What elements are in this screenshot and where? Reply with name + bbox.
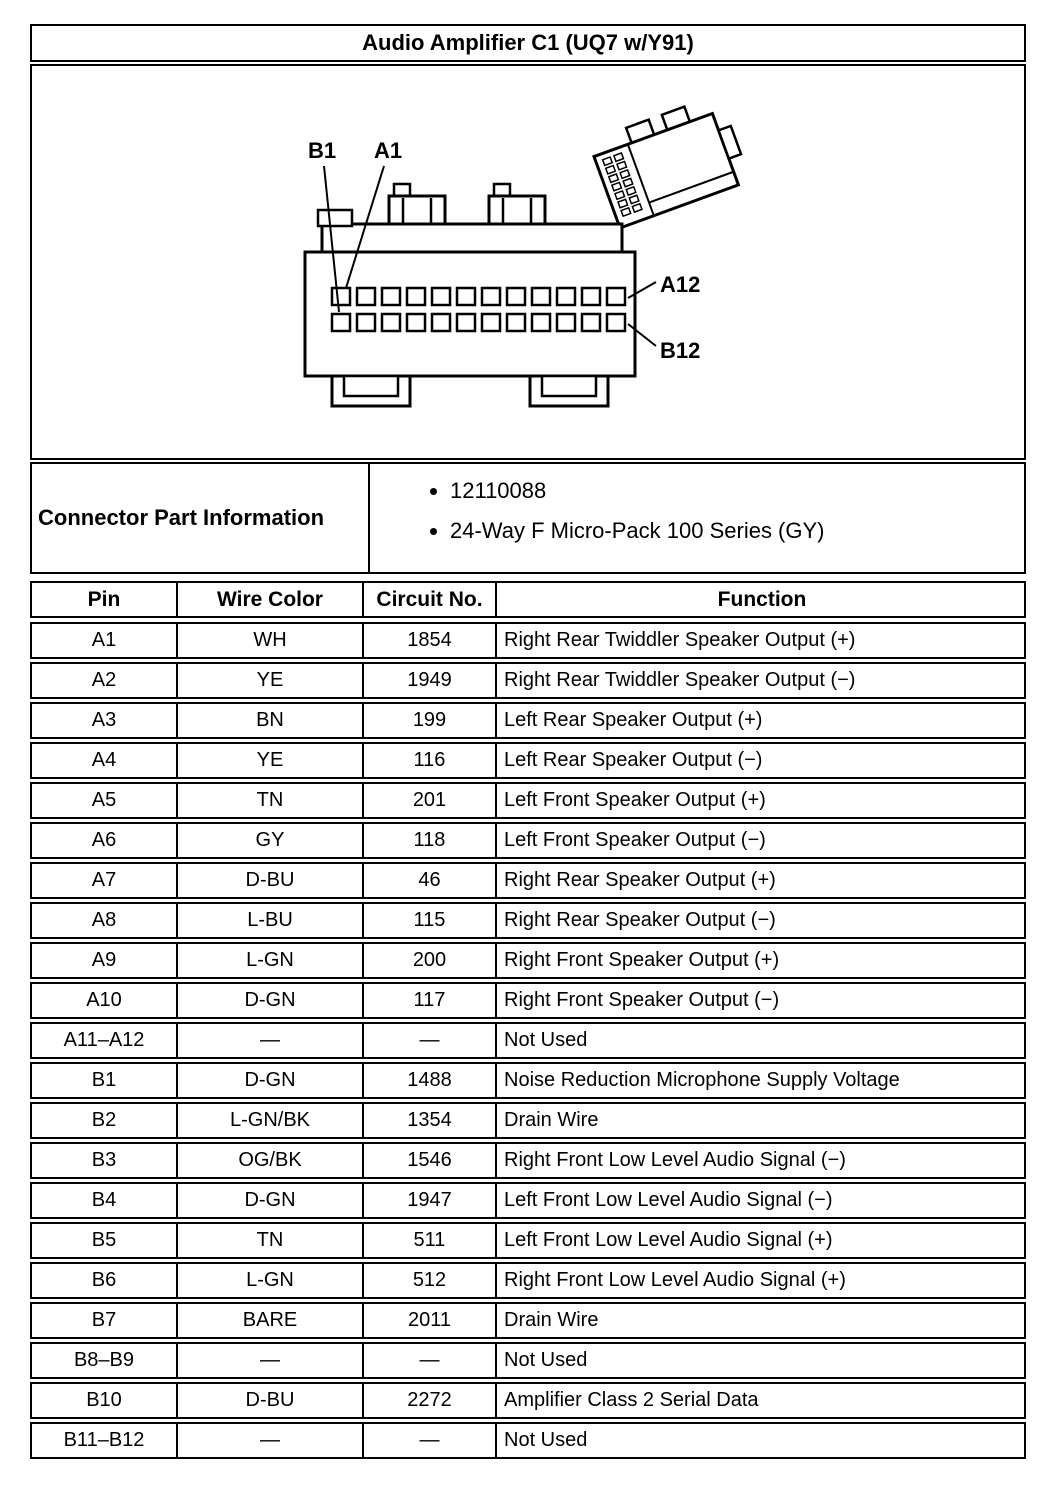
- cell-pin: B8–B9: [32, 1344, 178, 1377]
- cell-pin: B6: [32, 1264, 178, 1297]
- table-row: [30, 1382, 1026, 1419]
- cell-circuit-no: 511: [364, 1224, 497, 1257]
- cell-pin: A6: [32, 824, 178, 857]
- cell-circuit-no: 1854: [364, 624, 497, 657]
- table-row: [30, 982, 1026, 1019]
- cell-wire-color: BN: [178, 704, 364, 737]
- cell-function: Left Front Low Level Audio Signal (−): [504, 1189, 833, 1211]
- cell-wire-color: D-BU: [178, 1384, 364, 1417]
- cell-function: Left Front Speaker Output (−): [504, 829, 766, 851]
- table-row: [30, 702, 1026, 739]
- cell-circuit-no: 46: [364, 864, 497, 897]
- cell-pin: B5: [32, 1224, 178, 1257]
- cell-circuit-no: 201: [364, 784, 497, 817]
- cell-wire-color: YE: [178, 664, 364, 697]
- connector-diagram-panel: [30, 64, 1026, 460]
- cell-wire-color: YE: [178, 744, 364, 777]
- cell-circuit-no: —: [364, 1424, 497, 1457]
- part-info-list: [370, 478, 1024, 544]
- pin-table-header: [30, 581, 1026, 618]
- cell-circuit-no: 1546: [364, 1144, 497, 1177]
- cell-pin: A5: [32, 784, 178, 817]
- cell-function: Not Used: [504, 1029, 588, 1051]
- header-pin: Pin: [32, 583, 178, 616]
- table-row: [30, 1302, 1026, 1339]
- cell-circuit-no: 115: [364, 904, 497, 937]
- cell-wire-color: D-GN: [178, 1184, 364, 1217]
- cell-circuit-no: 117: [364, 984, 497, 1017]
- table-row: [30, 862, 1026, 899]
- cell-pin: B10: [32, 1384, 178, 1417]
- cell-function: Left Front Low Level Audio Signal (+): [504, 1229, 833, 1251]
- cell-circuit-no: 1947: [364, 1184, 497, 1217]
- cell-pin: A8: [32, 904, 178, 937]
- connector-type: • 24-Way F Micro-Pack 100 Series (GY): [450, 518, 1024, 544]
- label-b12: B12: [660, 338, 701, 363]
- table-row: [30, 622, 1026, 659]
- pin-table: [30, 581, 1026, 1459]
- cell-circuit-no: 2011: [364, 1304, 497, 1337]
- cell-circuit-no: 200: [364, 944, 497, 977]
- cell-pin: A3: [32, 704, 178, 737]
- cell-function: Right Front Low Level Audio Signal (+): [504, 1269, 846, 1291]
- cell-function: Right Front Speaker Output (+): [504, 949, 780, 971]
- table-row: [30, 1342, 1026, 1379]
- table-row: [30, 1222, 1026, 1259]
- cell-wire-color: BARE: [178, 1304, 364, 1337]
- cell-pin: B4: [32, 1184, 178, 1217]
- cell-wire-color: D-GN: [178, 984, 364, 1017]
- cell-function: Not Used: [504, 1349, 588, 1371]
- label-a1: A1: [374, 138, 403, 163]
- cell-function: Right Rear Speaker Output (+): [504, 869, 776, 891]
- cell-wire-color: —: [178, 1344, 364, 1377]
- cell-circuit-no: 2272: [364, 1384, 497, 1417]
- cell-function: Left Rear Speaker Output (−): [504, 749, 763, 771]
- cell-wire-color: TN: [178, 1224, 364, 1257]
- part-info-label: Connector Part Information: [32, 464, 370, 572]
- header-wire-color: Wire Color: [178, 583, 364, 616]
- cell-wire-color: TN: [178, 784, 364, 817]
- table-row: [30, 742, 1026, 779]
- table-row: [30, 942, 1026, 979]
- cell-pin: A7: [32, 864, 178, 897]
- cell-wire-color: L-GN/BK: [178, 1104, 364, 1137]
- table-row: [30, 662, 1026, 699]
- label-a12: A12: [660, 272, 701, 297]
- header-circuit-no: Circuit No.: [364, 583, 497, 616]
- cell-pin: A10: [32, 984, 178, 1017]
- cell-wire-color: —: [178, 1024, 364, 1057]
- cell-function: Noise Reduction Microphone Supply Voltage: [504, 1069, 900, 1091]
- cell-wire-color: D-BU: [178, 864, 364, 897]
- cell-wire-color: OG/BK: [178, 1144, 364, 1177]
- table-row: [30, 822, 1026, 859]
- table-row: [30, 1102, 1026, 1139]
- cell-wire-color: WH: [178, 624, 364, 657]
- cell-circuit-no: 1949: [364, 664, 497, 697]
- table-row: [30, 1422, 1026, 1459]
- page-title: Audio Amplifier C1 (UQ7 w/Y91): [30, 24, 1026, 62]
- cell-function: Right Rear Twiddler Speaker Output (+): [504, 629, 856, 651]
- table-row: [30, 902, 1026, 939]
- connector-part-info: [30, 462, 1026, 574]
- cell-circuit-no: 512: [364, 1264, 497, 1297]
- connector-diagram: [32, 66, 1024, 458]
- cell-function: Left Front Speaker Output (+): [504, 789, 766, 811]
- cell-circuit-no: 118: [364, 824, 497, 857]
- cell-circuit-no: 1354: [364, 1104, 497, 1137]
- cell-pin: A4: [32, 744, 178, 777]
- pin-table-body: [30, 622, 1026, 1459]
- cell-pin: A1: [32, 624, 178, 657]
- cell-function: Drain Wire: [504, 1309, 599, 1331]
- cell-pin: B2: [32, 1104, 178, 1137]
- cell-wire-color: L-GN: [178, 1264, 364, 1297]
- part-info-details: [370, 464, 1024, 572]
- cell-function: Right Front Low Level Audio Signal (−): [504, 1149, 846, 1171]
- cell-wire-color: L-BU: [178, 904, 364, 937]
- cell-pin: A11–A12: [32, 1024, 178, 1057]
- table-row: [30, 1062, 1026, 1099]
- table-row: [30, 782, 1026, 819]
- cell-pin: B11–B12: [32, 1424, 178, 1457]
- cell-pin: B3: [32, 1144, 178, 1177]
- cell-circuit-no: 116: [364, 744, 497, 777]
- cell-wire-color: —: [178, 1424, 364, 1457]
- cell-function: Right Rear Twiddler Speaker Output (−): [504, 669, 856, 691]
- cell-function: Not Used: [504, 1429, 588, 1451]
- table-row: [30, 1262, 1026, 1299]
- cell-circuit-no: —: [364, 1024, 497, 1057]
- cell-pin: B7: [32, 1304, 178, 1337]
- table-row: [30, 1142, 1026, 1179]
- table-row: [30, 1182, 1026, 1219]
- cell-pin: B1: [32, 1064, 178, 1097]
- cell-circuit-no: 1488: [364, 1064, 497, 1097]
- cell-function: Right Rear Speaker Output (−): [504, 909, 776, 931]
- cell-function: Drain Wire: [504, 1109, 599, 1131]
- connector-perspective-view: [589, 94, 751, 228]
- cell-function: Left Rear Speaker Output (+): [504, 709, 763, 731]
- table-row: [30, 1022, 1026, 1059]
- cell-wire-color: GY: [178, 824, 364, 857]
- cell-function: Amplifier Class 2 Serial Data: [504, 1389, 759, 1411]
- cell-circuit-no: —: [364, 1344, 497, 1377]
- label-b1: B1: [308, 138, 337, 163]
- cell-wire-color: D-GN: [178, 1064, 364, 1097]
- cell-wire-color: L-GN: [178, 944, 364, 977]
- cell-function: Right Front Speaker Output (−): [504, 989, 780, 1011]
- cell-pin: A9: [32, 944, 178, 977]
- header-function: Function: [717, 588, 807, 611]
- part-number: • 12110088: [450, 478, 1024, 504]
- cell-circuit-no: 199: [364, 704, 497, 737]
- cell-pin: A2: [32, 664, 178, 697]
